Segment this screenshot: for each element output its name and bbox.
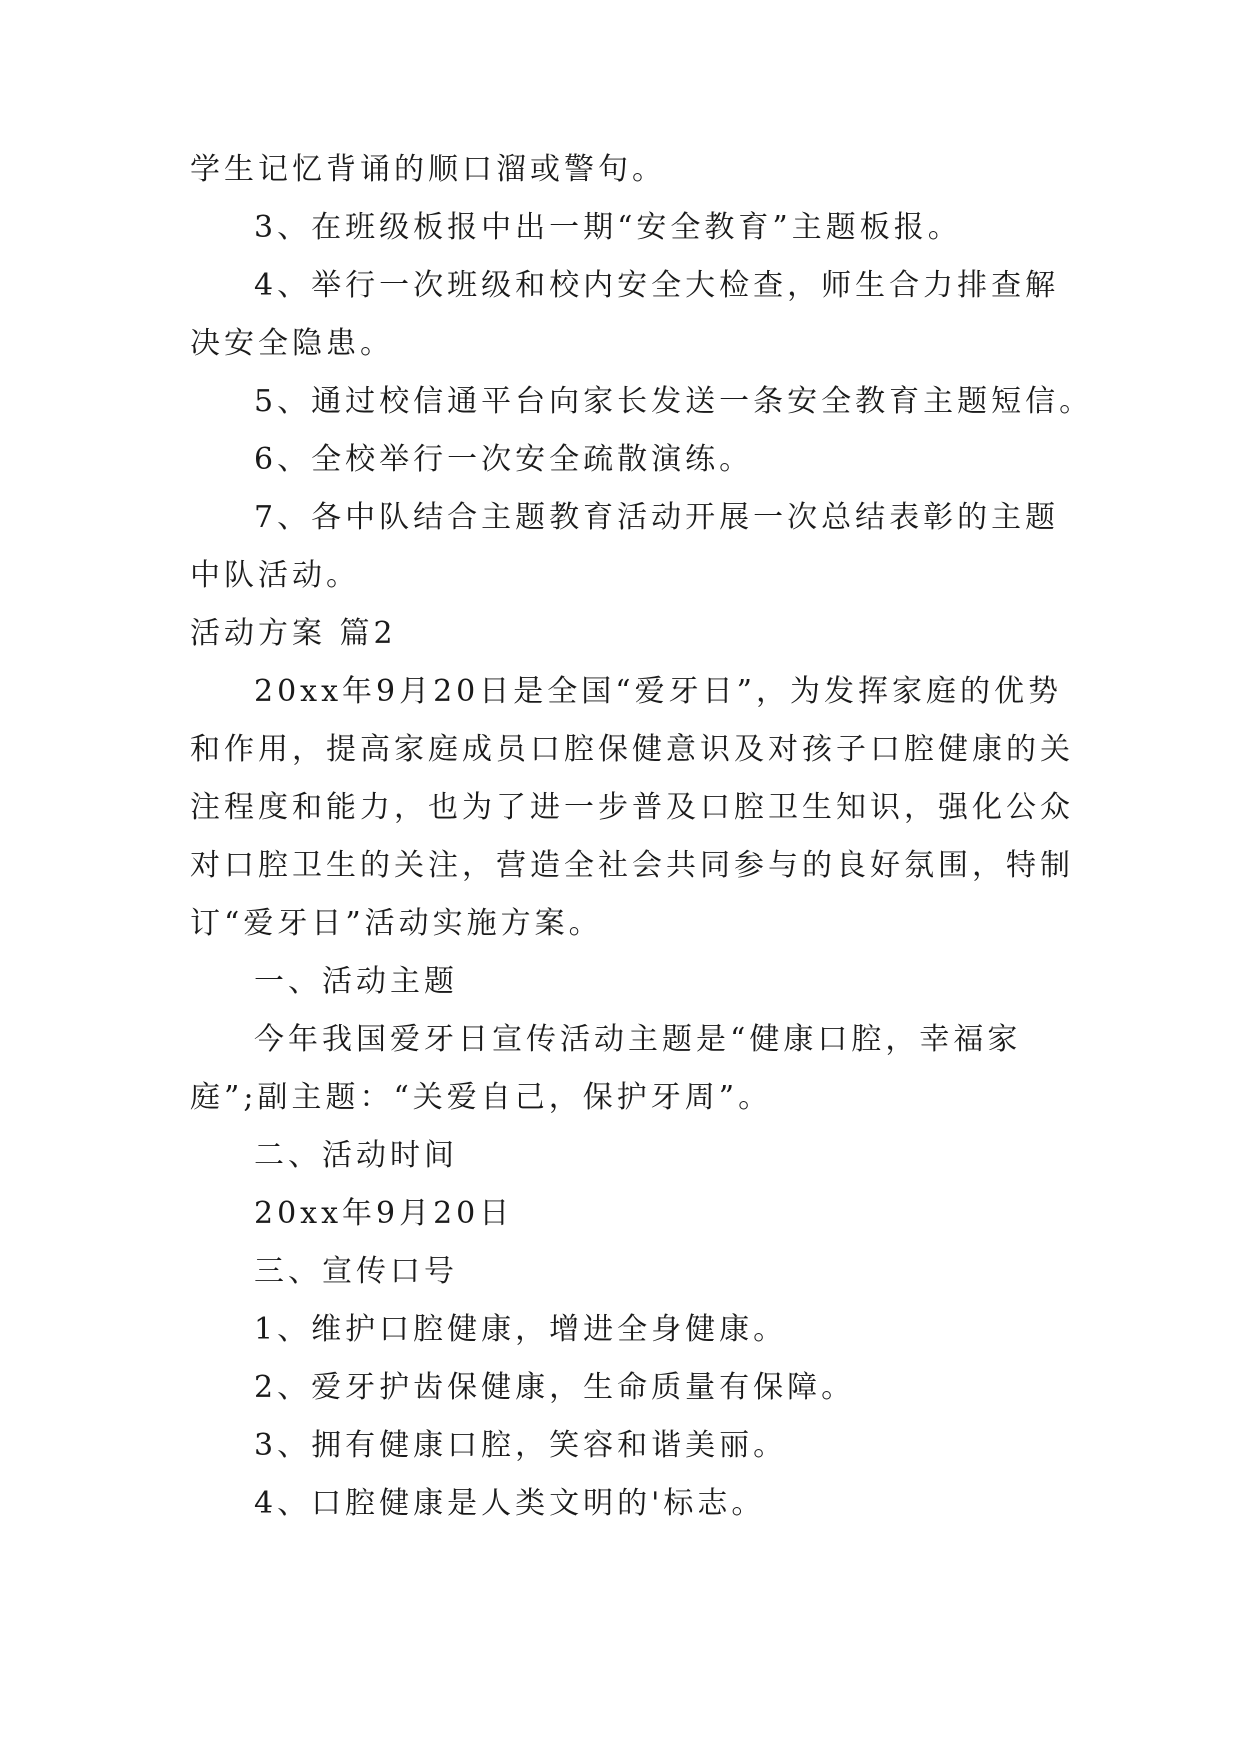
subheading-slogan: 三、宣传口号 — [254, 1254, 458, 1289]
text-line-17: 庭”;副主题：“关爱自己，保护牙周”。 — [190, 1080, 773, 1115]
text-line-5: 5、通过校信通平台向家长发送一条安全教育主题短信。 — [254, 384, 1094, 419]
text-line-7: 7、各中队结合主题教育活动开展一次总结表彰的主题 — [254, 500, 1060, 535]
text-line-1: 学生记忆背诵的顺口溜或警句。 — [190, 152, 666, 187]
text-line-24: 4、口腔健康是人类文明的'标志。 — [254, 1486, 766, 1521]
text-line-23: 3、拥有健康口腔，笑容和谐美丽。 — [254, 1428, 788, 1463]
text-line-14: 订“爱牙日”活动实施方案。 — [190, 906, 603, 941]
section-heading: 活动方案 篇2 — [190, 616, 397, 651]
text-line-22: 2、爱牙护齿保健康，生命质量有保障。 — [254, 1370, 856, 1405]
subheading-time: 二、活动时间 — [254, 1138, 458, 1173]
text-line-12: 注程度和能力，也为了进一步普及口腔卫生知识，强化公众 — [190, 790, 1074, 825]
text-line-8: 中队活动。 — [190, 558, 360, 593]
text-line-3: 4、举行一次班级和校内安全大检查，师生合力排查解 — [254, 268, 1060, 303]
text-line-6: 6、全校举行一次安全疏散演练。 — [254, 442, 754, 477]
text-line-10: 20xx年9月20日是全国“爱牙日”，为发挥家庭的优势 — [254, 674, 1062, 709]
text-line-21: 1、维护口腔健康，增进全身健康。 — [254, 1312, 788, 1347]
text-line-19: 20xx年9月20日 — [254, 1196, 514, 1231]
text-line-4: 决安全隐患。 — [190, 326, 394, 361]
text-line-16: 今年我国爱牙日宣传活动主题是“健康口腔，幸福家 — [254, 1022, 1022, 1057]
text-line-11: 和作用，提高家庭成员口腔保健意识及对孩子口腔健康的关 — [190, 732, 1074, 767]
subheading-theme: 一、活动主题 — [254, 964, 458, 999]
text-line-13: 对口腔卫生的关注，营造全社会共同参与的良好氛围，特制 — [190, 848, 1074, 883]
text-line-2: 3、在班级板报中出一期“安全教育”主题板报。 — [254, 210, 962, 245]
